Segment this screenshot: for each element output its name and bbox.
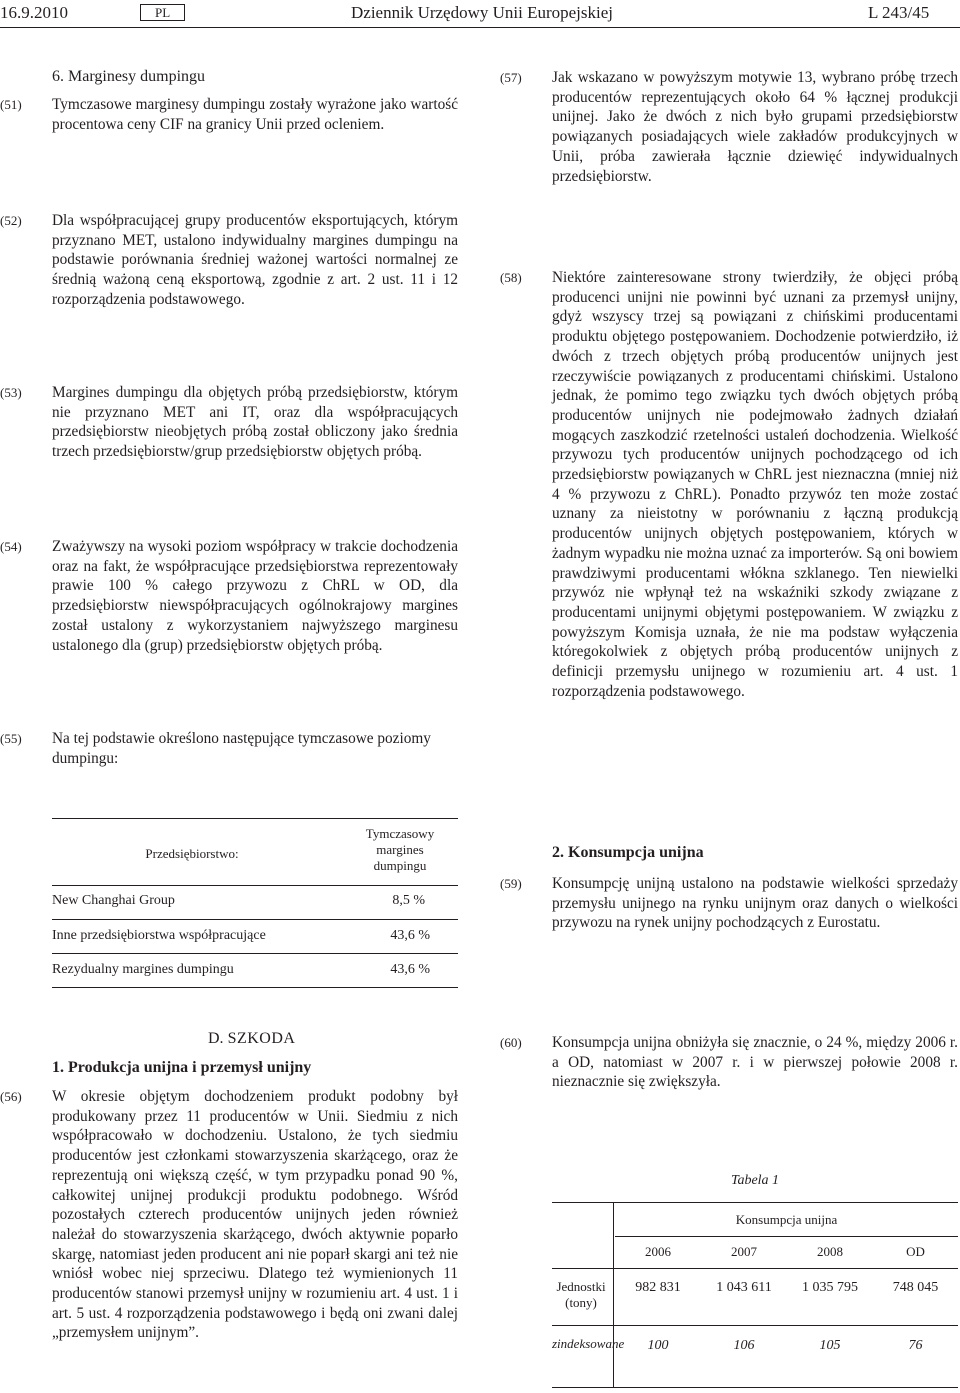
table-rule <box>52 919 458 920</box>
table-rule <box>615 1236 958 1237</box>
table-year: 2006 <box>645 1244 671 1259</box>
paragraph-number: (59) <box>500 876 522 891</box>
table-row-label: Jednostki (tony) <box>556 1279 606 1310</box>
table-year: OD <box>906 1244 925 1259</box>
paragraph-text: Konsumpcja unijna obniżyła się znacznie, o 24 %, między 2006 r. a OD, natomiast w 2007 r. i w pierwszej połowie 2008 r. nieznacznie się zwiększyła. <box>552 1034 958 1091</box>
paragraph-text: Margines dumpingu dla objętych próbą przedsiębiorstw, którym nie przyznano MET ani IT, oraz dla współpracujących przedsiębiorstw nieobjętych próbą został obliczony jako średnia trzech przedsiębiorstw/grup przedsiębiorstw objętych próbą. <box>52 384 458 461</box>
header-journal: Dziennik Urzędowy Unii Europejskiej <box>351 3 614 22</box>
table-group-header: Konsumpcja unijna <box>735 1212 838 1227</box>
table-value: 1 043 611 <box>716 1280 772 1295</box>
section-1-title: 1. Produkcja unijna i przemysł unijny <box>52 1059 312 1076</box>
table-value: 76 <box>908 1338 923 1353</box>
table-row-value: 43,6 % <box>390 928 430 943</box>
table-year: 2007 <box>731 1244 757 1259</box>
table-rule-bottom <box>52 987 458 988</box>
paragraph-number: (58) <box>500 270 522 285</box>
paragraph-number: (51) <box>0 97 22 112</box>
table-rule <box>52 953 458 954</box>
paragraph-number: (60) <box>500 1035 522 1050</box>
paragraph-text: Jak wskazano w powyższym motywie 13, wybrano próbę trzech producentów reprezentujących około 64 % łącznej produkcji unijnej. Jako że dwóch z nich było grupami przedsiębiorstw powiązanych posiadających wiele zakładów produkcyjnych w Unii, próba zawierała łącznie dziewięć indywidualnych przedsiębiorstw. <box>552 69 958 185</box>
table-value: 105 <box>819 1338 841 1353</box>
table-row-value: 8,5 % <box>392 893 425 908</box>
paragraph-text: W okresie objętym dochodzeniem produkt podobny był produkowany przez 11 producentów w Unii. Siedmiu z nich współpracowało w dochodzeniu. Ustalono, że tych siedmiu producentów jest członkami stowarzyszenia skarżącego, oraz że reprezentują oni większą część, w tym przypadku ponad 90 %, całkowitej unijnej produkcji produktu podobnego. Wśród pozostałych czterech producentów unijnych jeden również należał do stowarzyszenia skarżącego, dwóch aktywnie poparło skargę, natomiast jeden producent ani nie poparł skargi ani też nie wniósł wobec niej sprzeciwu. Dlatego też wymienionych 11 producentów stanowi przemysł unijny w rozumieniu art. 4 ust. 1 i art. 5 ust. 4 rozporządzenia podstawowego i będą oni zwani dalej „przemysłem unijnym”. <box>52 1088 458 1342</box>
table-value: 1 035 795 <box>802 1280 858 1295</box>
paragraph-number: (55) <box>0 731 22 746</box>
table-row-value: 43,6 % <box>390 962 430 977</box>
table-rule-top <box>52 818 458 819</box>
table-value: 982 831 <box>635 1280 681 1295</box>
header-lang-box <box>140 1 185 23</box>
section-6-title: 6. Marginesy dumpingu <box>52 68 206 85</box>
header-lang: PL <box>140 4 185 21</box>
section-d-letter: D. <box>208 1030 224 1047</box>
table-value: 100 <box>647 1338 669 1353</box>
table-rule <box>52 885 458 886</box>
table-row-name: New Changhai Group <box>52 893 175 908</box>
paragraph-number: (56) <box>0 1089 22 1104</box>
paragraph-text: Na tej podstawie określono następujące tymczasowe poziomy dumpingu: <box>52 730 431 767</box>
paragraph-number: (57) <box>500 70 522 85</box>
paragraph-number: (54) <box>0 539 22 554</box>
paragraph-text: Tymczasowe marginesy dumpingu zostały wyrażone jako wartość procentowa ceny CIF na granicy Unii przed ocleniem. <box>52 96 458 133</box>
table-header-margin: Tymczasowy margines dumpingu <box>365 826 435 873</box>
header-rule <box>0 27 960 28</box>
section-2-title: 2. Konsumpcja unijna <box>552 844 704 861</box>
header-page: L 243/45 <box>868 3 930 22</box>
table-column-rule <box>613 1202 614 1387</box>
table-caption: Tabela 1 <box>730 1173 780 1188</box>
section-d-title: SZKODA <box>227 1030 296 1047</box>
table-row-name: Rezydualny margines dumpingu <box>52 962 234 977</box>
paragraph-text: Niektóre zainteresowane strony twierdziły, że objęci próbą producenci unijni nie powinni być uznani za przemysł unijny, gdyż wszyscy trzej są powiązani z chińskimi producentami produktu objętego postępowaniem. Dochodzenie potwierdziło, iż dwóch z trzech objętych próbą producentów unijnych jest rzeczywiście powiązanych z producentami chińskimi. Ustalono jednak, że pomimo tego związku tych dwóch objętych próbą producentów unijnych nie podejmowało żadnych działań mogących zaszkodzić rzetelności ustaleń dochodzenia. Wielkość przywozu tych producentów unijnych pochodzącego od ich przedsiębiorstw powiązanych w ChRL jest nieznaczna (mniej niż 4 % przywozu z ChRL). Ponadto przywóz ten może zostać uznany za nieistotny w porównaniu z łączną produkcją producentów unijnych objętych postępowaniem, których w żadnym wypadku nie można uznać za importerów. Są oni bowiem prawdziwymi producentami włókna szklanego. Ten niewielki przywóz nie wpłynął też na wskaźniki szkody związane z producentami unijnymi objętymi postępowaniem. W związku z powyższym Komisja uznała, że nie ma podstaw wyłączenia któregokolwiek z objętych próbą producentów unijnych z definicji przemysłu unijnego w rozumieniu art. 4 ust. 1 rozporządzenia podstawowego. <box>552 269 958 700</box>
table-year: 2008 <box>817 1244 843 1259</box>
table-value: 106 <box>733 1338 755 1353</box>
table-value: 748 045 <box>892 1280 939 1295</box>
table-row-name: Inne przedsiębiorstwa współpracujące <box>52 928 266 943</box>
header-date: 16.9.2010 <box>0 3 68 22</box>
paragraph-text: Konsumpcję unijną ustalono na podstawie wielkości sprzedaży przemysłu unijnego na rynku unijnym oraz danych o wielkości przywozu na rynek unijny pochodzących z Eurostatu. <box>552 875 958 932</box>
paragraph-number: (53) <box>0 385 22 400</box>
section-d-heading <box>208 1029 295 1049</box>
table-row-label: zindeksowane <box>552 1336 625 1351</box>
table-rule-bottom <box>552 1387 958 1388</box>
paragraph-number: (52) <box>0 213 22 228</box>
paragraph-text: Zważywszy na wysoki poziom współpracy w trakcie dochodzenia oraz na fakt, że współpracujące przedsiębiorstwa reprezentowały prawie 100 % całego przywozu z ChRL w OD, dla przedsiębiorstw niewspółpracujących ogólnokrajowy margines został ustalony z wykorzystaniem najwyższego marginesu ustalonego dla (grup) przedsiębiorstw objętych próbą. <box>52 538 458 654</box>
paragraph-text: Dla współpracującej grupy producentów eksportujących, którym przyznano MET, ustalono indywidualny margines dumpingu na podstawie porównania średniej ważonej wartości normalnej ze średnią ważoną ceną eksportową, zgodnie z art. 2 ust. 11 i 12 rozporządzenia podstawowego. <box>52 212 458 308</box>
table-header-company: Przedsiębiorstwo: <box>145 846 239 861</box>
